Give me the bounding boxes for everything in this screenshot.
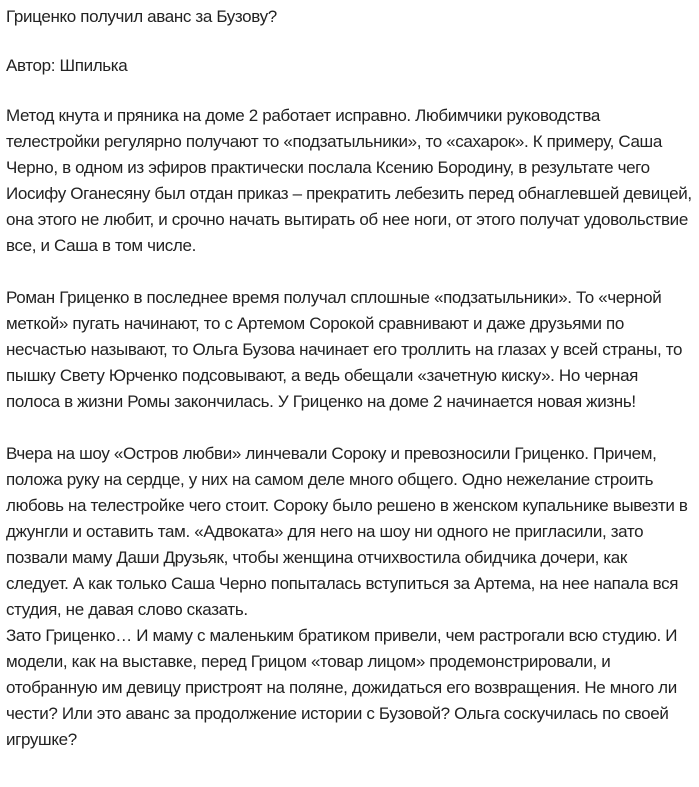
article-paragraph-2: Роман Гриценко в последнее время получал сплошные «подзатыльники». То «черной меткой» пугать начинают, то с Артемом Сорокой сравнивают и даже друзьями по несчастью называют, то Ольга Бузова начинает его троллить на глазах у всей страны, то пышку Свету Юрченко подсовывают, а ведь обещали «зачетную киску». Но черная полоса в жизни Ромы закончилась. У Гриценко на доме 2 начинается новая жизнь!	[6, 288, 683, 411]
article-title: Гриценко получил аванс за Бузову?	[6, 7, 277, 26]
article-author: Автор: Шпилька	[6, 56, 128, 75]
article-paragraph-1: Метод кнута и пряника на доме 2 работает исправно. Любимчики руководства телестройки регулярно получают то «подзатыльники», то «сахарок». К примеру, Саша Черно, в одном из эфиров практически послала Ксению Бородину, в результате чего Иосифу Оганесяну был отдан приказ – прекратить лебезить перед обнаглевшей девицей, она этого не любит, и срочно начать вытирать об нее ноги, от этого получат удовольствие все, и Саша в том числе.	[6, 106, 692, 255]
article-paragraph-3: Вчера на шоу «Остров любви» линчевали Сороку и превозносили Гриценко. Причем, положа руку на сердце, у них на самом деле много общего. Одно нежелание строить любовь на телестройке чего стоит. Сороку было решено в женском купальнике вывезти в джунгли и оставить там. «Адвоката» для него на шоу ни одного не пригласили, зато позвали маму Даши Друзьяк, чтобы женщина отчихвостила обидчика дочери, как следует. А как только Саша Черно попыталась вступиться за Артема, на нее напала вся студия, не давая слово сказать.	[6, 444, 688, 619]
article-paragraph-4: Зато Гриценко… И маму с маленьким братиком привели, чем растрогали всю студию. И модели, как на выставке, перед Грицом «товар лицом» продемонстрировали, и отобранную им девицу пристроят на поляне, дожидаться его возвращения. Не много ли чести? Или это аванс за продолжение истории с Бузовой? Ольга соскучилась по своей игрушке?	[6, 626, 678, 749]
